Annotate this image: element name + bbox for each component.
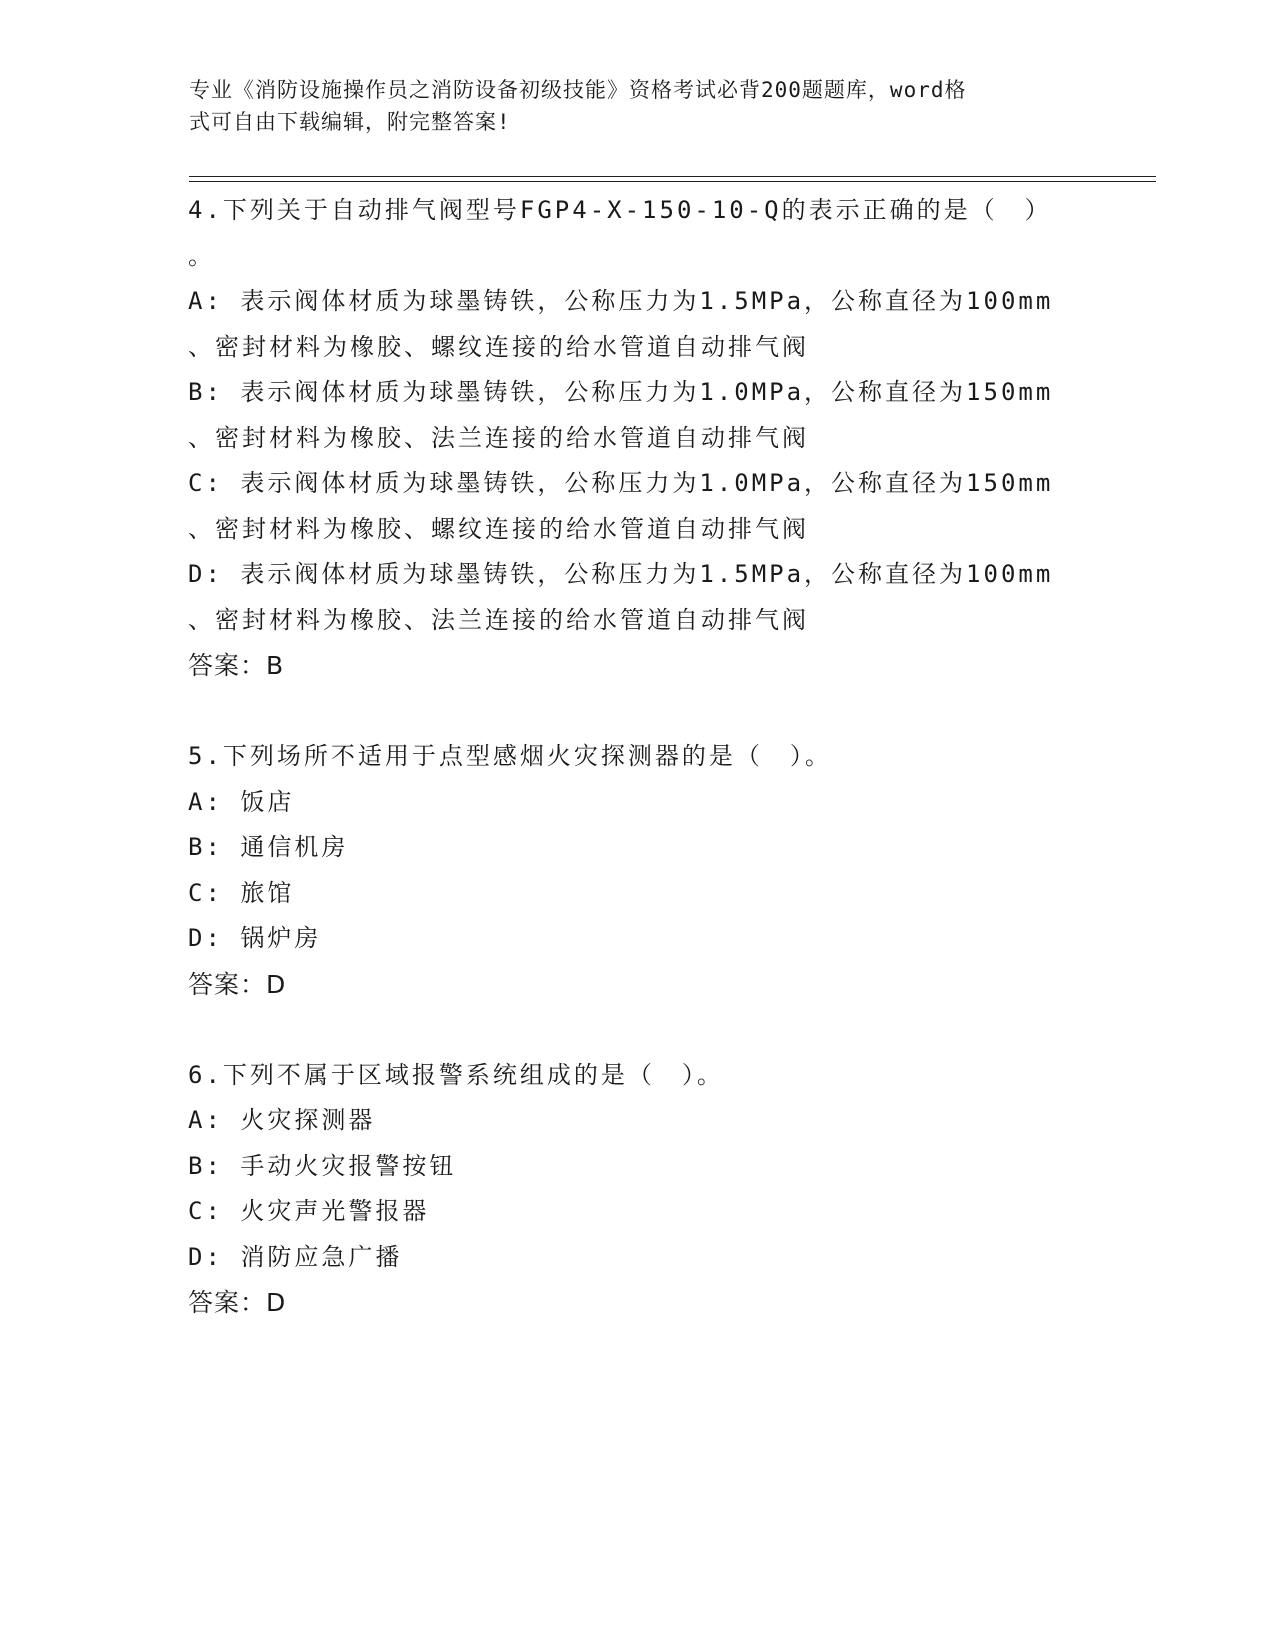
option-d: D: 锅炉房 xyxy=(188,924,322,952)
question-stem-continued: 。 xyxy=(188,241,215,270)
option-b-continued: 、密封材料为橡胶、法兰连接的给水管道自动排气阀 xyxy=(188,423,809,452)
spacer xyxy=(188,1007,1088,1053)
option-c: C: 表示阀体材质为球墨铸铁，公称压力为1.0MPa，公称直径为150mm xyxy=(188,469,1054,497)
option-c-continued: 、密封材料为橡胶、螺纹连接的给水管道自动排气阀 xyxy=(188,514,809,543)
answer-label: 答案：B xyxy=(188,651,285,680)
question-4 xyxy=(188,188,1088,689)
option-a-continued: 、密封材料为橡胶、螺纹连接的给水管道自动排气阀 xyxy=(188,332,809,361)
question-stem: 6.下列不属于区域报警系统组成的是（ ）。 xyxy=(188,1060,724,1089)
option-c: C: 火灾声光警报器 xyxy=(188,1197,430,1225)
document-header xyxy=(189,74,1069,138)
spacer xyxy=(188,689,1088,735)
answer-label: 答案：D xyxy=(188,969,287,999)
question-stem: 5.下列场所不适用于点型感烟火灾探测器的是（ ）。 xyxy=(188,742,832,770)
option-a: A: 表示阀体材质为球墨铸铁，公称压力为1.5MPa，公称直径为100mm xyxy=(188,287,1054,315)
header-line-1: 专业《消防设施操作员之消防设备初级技能》资格考试必背200题题库，word格 xyxy=(189,78,967,102)
header-divider-top xyxy=(189,176,1156,177)
option-d: D: 表示阀体材质为球墨铸铁，公称压力为1.5MPa，公称直径为100mm xyxy=(188,560,1054,588)
question-5 xyxy=(188,734,1088,1007)
question-6 xyxy=(188,1053,1088,1326)
option-c: C: 旅馆 xyxy=(188,878,295,907)
option-d: D: 消防应急广播 xyxy=(188,1242,403,1271)
answer-label: 答案：D xyxy=(188,1288,287,1317)
question-stem: 4.下列关于自动排气阀型号FGP4-X-150-10-Q的表示正确的是（ ） xyxy=(188,196,1052,224)
option-b: B: 表示阀体材质为球墨铸铁，公称压力为1.0MPa，公称直径为150mm xyxy=(188,378,1054,406)
option-b: B: 手动火灾报警按钮 xyxy=(188,1151,457,1180)
option-b: B: 通信机房 xyxy=(188,833,349,861)
header-line-2: 式可自由下载编辑，附完整答案! xyxy=(189,110,511,134)
header-divider-bottom xyxy=(189,181,1156,182)
question-list xyxy=(188,188,1088,1326)
option-a: A: 火灾探测器 xyxy=(188,1106,376,1134)
option-a: A: 饭店 xyxy=(188,787,295,816)
option-d-continued: 、密封材料为橡胶、法兰连接的给水管道自动排气阀 xyxy=(188,605,809,634)
